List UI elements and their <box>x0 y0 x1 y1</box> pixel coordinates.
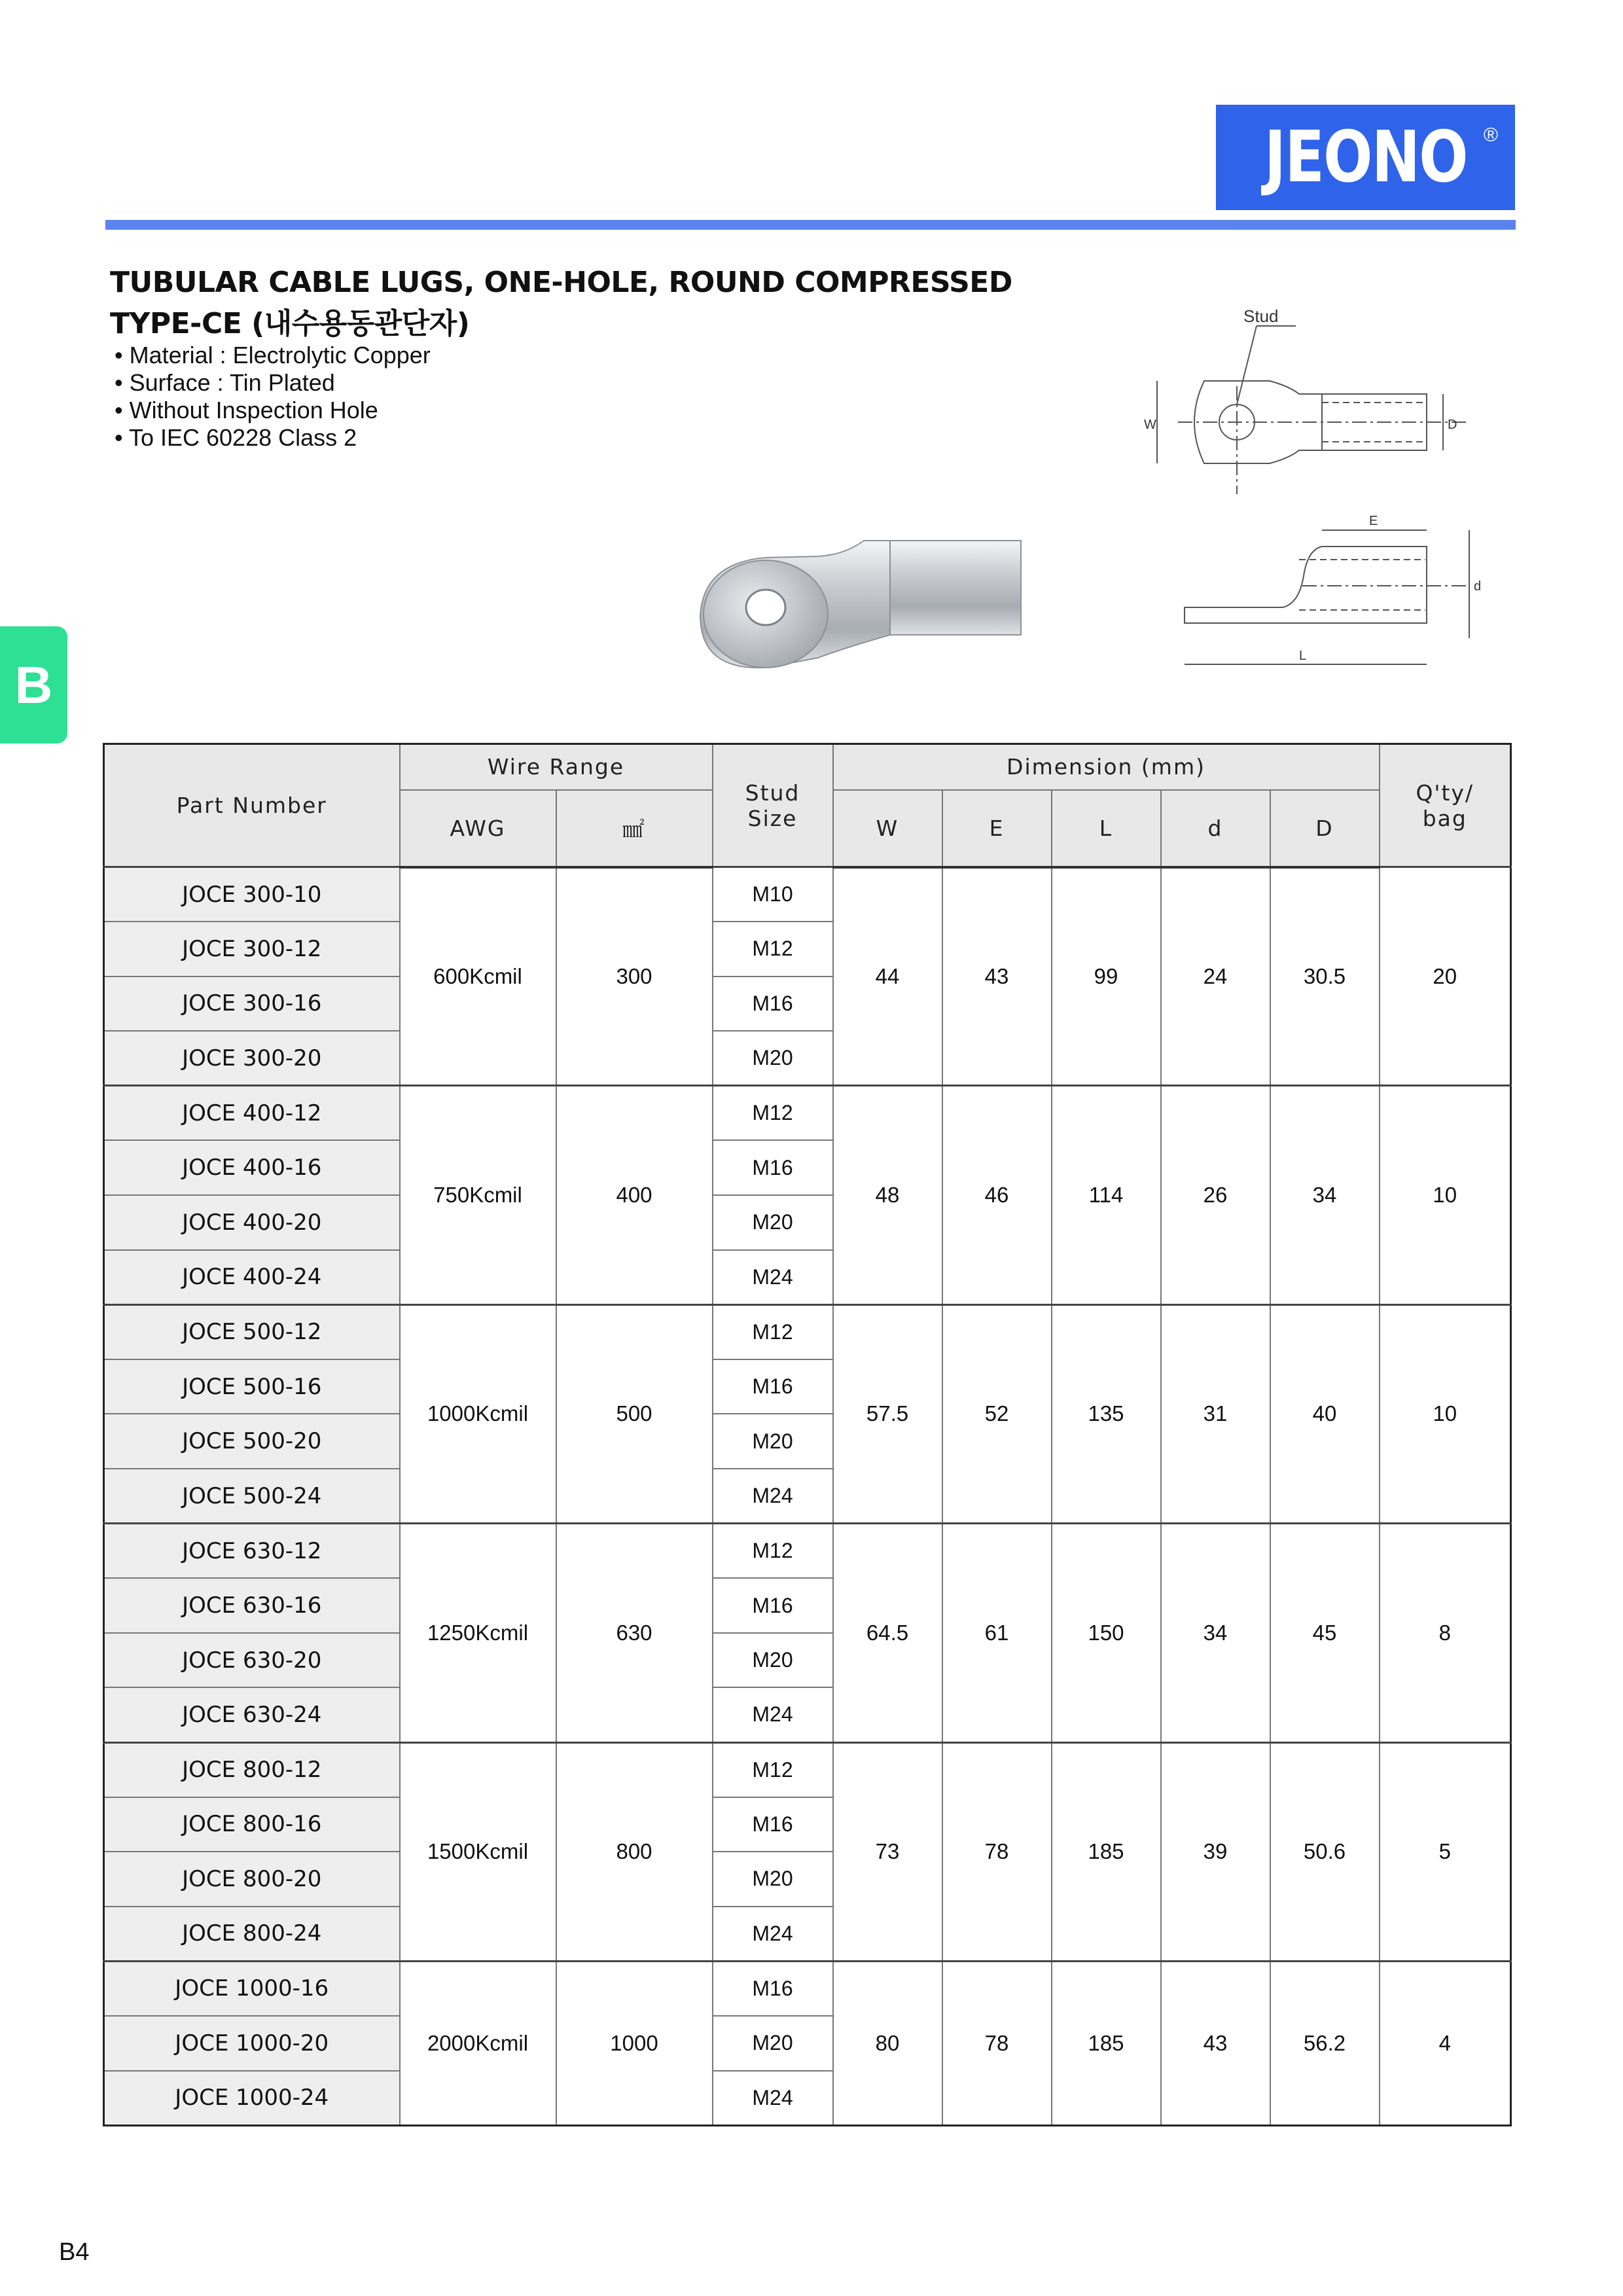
part-number-cell: JOCE 500-24 <box>104 1469 400 1524</box>
part-number-cell: JOCE 300-16 <box>104 977 400 1031</box>
stud-size-cell: M20 <box>713 1031 833 1086</box>
part-number-cell: JOCE 400-20 <box>104 1195 400 1250</box>
header-awg: AWG <box>400 790 556 867</box>
stud-size-cell: M20 <box>713 1633 833 1688</box>
mm2-cell: 1000 <box>556 1961 713 2125</box>
mm2-cell: 300 <box>556 867 713 1086</box>
header-qty-line2: bag <box>1422 805 1467 831</box>
dim-l-cell: 114 <box>1052 1086 1161 1304</box>
spec-item: • To IEC 60228 Class 2 <box>115 424 431 452</box>
dim-e-cell: 78 <box>942 1742 1052 1961</box>
dim-d-small-cell: 24 <box>1161 867 1270 1086</box>
part-number-cell: JOCE 1000-20 <box>104 2016 400 2071</box>
part-number-cell: JOCE 800-20 <box>104 1852 400 1907</box>
header-qty-line1: Q'ty/ <box>1416 780 1474 806</box>
part-number-cell: JOCE 630-16 <box>104 1578 400 1633</box>
dim-e-cell: 43 <box>942 867 1052 1086</box>
spec-item: • Material : Electrolytic Copper <box>115 342 431 369</box>
stud-size-cell: M12 <box>713 1524 833 1579</box>
page-subtitle: TYPE-CE (내수용동관단자) <box>110 307 470 340</box>
stud-size-cell: M20 <box>713 2016 833 2071</box>
spec-list <box>115 342 431 452</box>
dim-d-large-cell: 50.6 <box>1270 1742 1380 1961</box>
header-mm2: ㎟ <box>556 790 713 867</box>
header-stud-line2: Size <box>747 805 798 831</box>
stud-size-cell: M24 <box>713 1907 833 1962</box>
stud-size-cell: M12 <box>713 1086 833 1141</box>
qty-cell: 4 <box>1380 1961 1511 2125</box>
stud-size-cell: M20 <box>713 1414 833 1469</box>
part-number-cell: JOCE 630-24 <box>104 1687 400 1742</box>
stud-size-cell: M24 <box>713 2071 833 2126</box>
dim-d-small-cell: 34 <box>1161 1524 1270 1742</box>
registered-mark: ® <box>1483 124 1498 146</box>
qty-cell: 8 <box>1380 1524 1511 1742</box>
part-number-cell: JOCE 500-20 <box>104 1414 400 1469</box>
awg-cell: 750Kcmil <box>400 1086 556 1304</box>
part-number-cell: JOCE 1000-24 <box>104 2071 400 2126</box>
stud-size-cell: M16 <box>713 1359 833 1414</box>
part-number-cell: JOCE 630-20 <box>104 1633 400 1688</box>
dim-d-large-cell: 30.5 <box>1270 867 1380 1086</box>
drawing-label-d-lower: d <box>1474 579 1482 594</box>
dim-w-cell: 80 <box>833 1961 942 2125</box>
dim-e-cell: 61 <box>942 1524 1052 1742</box>
part-number-cell: JOCE 400-16 <box>104 1140 400 1195</box>
dim-w-cell: 73 <box>833 1742 942 1961</box>
spec-table <box>103 743 1512 2126</box>
qty-cell: 20 <box>1380 867 1511 1086</box>
header-stud-line1: Stud <box>745 780 800 806</box>
page-number: B4 <box>59 2238 90 2266</box>
dim-e-cell: 46 <box>942 1086 1052 1304</box>
dim-w-cell: 48 <box>833 1086 942 1304</box>
qty-cell: 5 <box>1380 1742 1511 1961</box>
header-rule <box>105 220 1516 230</box>
drawing-label-w: W <box>1144 418 1156 432</box>
qty-cell: 10 <box>1380 1304 1511 1523</box>
stud-size-cell: M10 <box>713 867 833 922</box>
spec-item: • Without Inspection Hole <box>115 397 431 424</box>
stud-size-cell: M16 <box>713 977 833 1031</box>
header-wire-range: Wire Range <box>400 744 713 790</box>
dim-l-cell: 185 <box>1052 1961 1161 2125</box>
table-row <box>104 1961 1511 2016</box>
table-row <box>104 1086 1511 1141</box>
technical-drawing <box>1113 295 1499 687</box>
part-number-cell: JOCE 800-24 <box>104 1907 400 1962</box>
brand-name: JEONO <box>1264 117 1467 198</box>
part-number-cell: JOCE 800-16 <box>104 1797 400 1852</box>
page-title: TUBULAR CABLE LUGS, ONE-HOLE, ROUND COMPRESSED <box>110 266 1012 299</box>
dim-d-small-cell: 43 <box>1161 1961 1270 2125</box>
part-number-cell: JOCE 300-20 <box>104 1031 400 1086</box>
dim-w-cell: 57.5 <box>833 1304 942 1523</box>
stud-size-cell: M16 <box>713 1578 833 1633</box>
part-number-cell: JOCE 800-12 <box>104 1742 400 1797</box>
drawing-label-l: L <box>1299 649 1307 663</box>
part-number-cell: JOCE 1000-16 <box>104 1961 400 2016</box>
dim-d-large-cell: 56.2 <box>1270 1961 1380 2125</box>
qty-cell: 10 <box>1380 1086 1511 1304</box>
header-d-large: D <box>1270 790 1380 867</box>
awg-cell: 1250Kcmil <box>400 1524 556 1742</box>
mm2-cell: 500 <box>556 1304 713 1523</box>
stud-size-cell: M24 <box>713 1469 833 1524</box>
drawing-label-d-upper: D <box>1448 418 1457 432</box>
part-number-cell: JOCE 630-12 <box>104 1524 400 1579</box>
header-qty <box>1380 744 1511 867</box>
table-body <box>104 867 1511 2126</box>
dim-l-cell: 135 <box>1052 1304 1161 1523</box>
header-e: E <box>942 790 1052 867</box>
mm2-cell: 630 <box>556 1524 713 1742</box>
dim-l-cell: 150 <box>1052 1524 1161 1742</box>
mm2-cell: 400 <box>556 1086 713 1304</box>
mm2-cell: 800 <box>556 1742 713 1961</box>
header-part-number: Part Number <box>104 744 400 867</box>
stud-size-cell: M16 <box>713 1961 833 2016</box>
section-tab: B <box>0 626 67 744</box>
stud-size-cell: M12 <box>713 1742 833 1797</box>
stud-size-cell: M16 <box>713 1140 833 1195</box>
header-dimension: Dimension (mm) <box>833 744 1380 790</box>
dim-d-small-cell: 39 <box>1161 1742 1270 1961</box>
spec-item: • Surface : Tin Plated <box>115 369 431 397</box>
dim-d-large-cell: 45 <box>1270 1524 1380 1742</box>
part-number-cell: JOCE 400-12 <box>104 1086 400 1141</box>
stud-size-cell: M24 <box>713 1250 833 1305</box>
dim-d-small-cell: 31 <box>1161 1304 1270 1523</box>
brand-logo <box>1216 105 1515 210</box>
dim-w-cell: 44 <box>833 867 942 1086</box>
drawing-label-e: E <box>1369 514 1378 528</box>
header-stud-size <box>713 744 833 867</box>
stud-size-cell: M12 <box>713 1304 833 1359</box>
dim-d-small-cell: 26 <box>1161 1086 1270 1304</box>
part-number-cell: JOCE 500-16 <box>104 1359 400 1414</box>
dim-d-large-cell: 40 <box>1270 1304 1380 1523</box>
dim-e-cell: 52 <box>942 1304 1052 1523</box>
stud-size-cell: M12 <box>713 922 833 977</box>
table-row <box>104 1304 1511 1359</box>
table-row <box>104 867 1511 922</box>
part-number-cell: JOCE 300-12 <box>104 922 400 977</box>
dim-d-large-cell: 34 <box>1270 1086 1380 1304</box>
awg-cell: 1000Kcmil <box>400 1304 556 1523</box>
awg-cell: 2000Kcmil <box>400 1961 556 2125</box>
part-number-cell: JOCE 500-12 <box>104 1304 400 1359</box>
stud-size-cell: M20 <box>713 1195 833 1250</box>
dim-w-cell: 64.5 <box>833 1524 942 1742</box>
header-d-small: d <box>1161 790 1270 867</box>
stud-size-cell: M20 <box>713 1852 833 1907</box>
dim-l-cell: 185 <box>1052 1742 1161 1961</box>
stud-size-cell: M24 <box>713 1687 833 1742</box>
drawing-label-stud: Stud <box>1243 306 1279 326</box>
table-row <box>104 1742 1511 1797</box>
header-w: W <box>833 790 942 867</box>
part-number-cell: JOCE 400-24 <box>104 1250 400 1305</box>
product-photo <box>694 537 1027 674</box>
awg-cell: 600Kcmil <box>400 867 556 1086</box>
dim-l-cell: 99 <box>1052 867 1161 1086</box>
stud-size-cell: M16 <box>713 1797 833 1852</box>
awg-cell: 1500Kcmil <box>400 1742 556 1961</box>
dim-e-cell: 78 <box>942 1961 1052 2125</box>
table-row <box>104 1524 1511 1579</box>
header-l: L <box>1052 790 1161 867</box>
part-number-cell: JOCE 300-10 <box>104 867 400 922</box>
